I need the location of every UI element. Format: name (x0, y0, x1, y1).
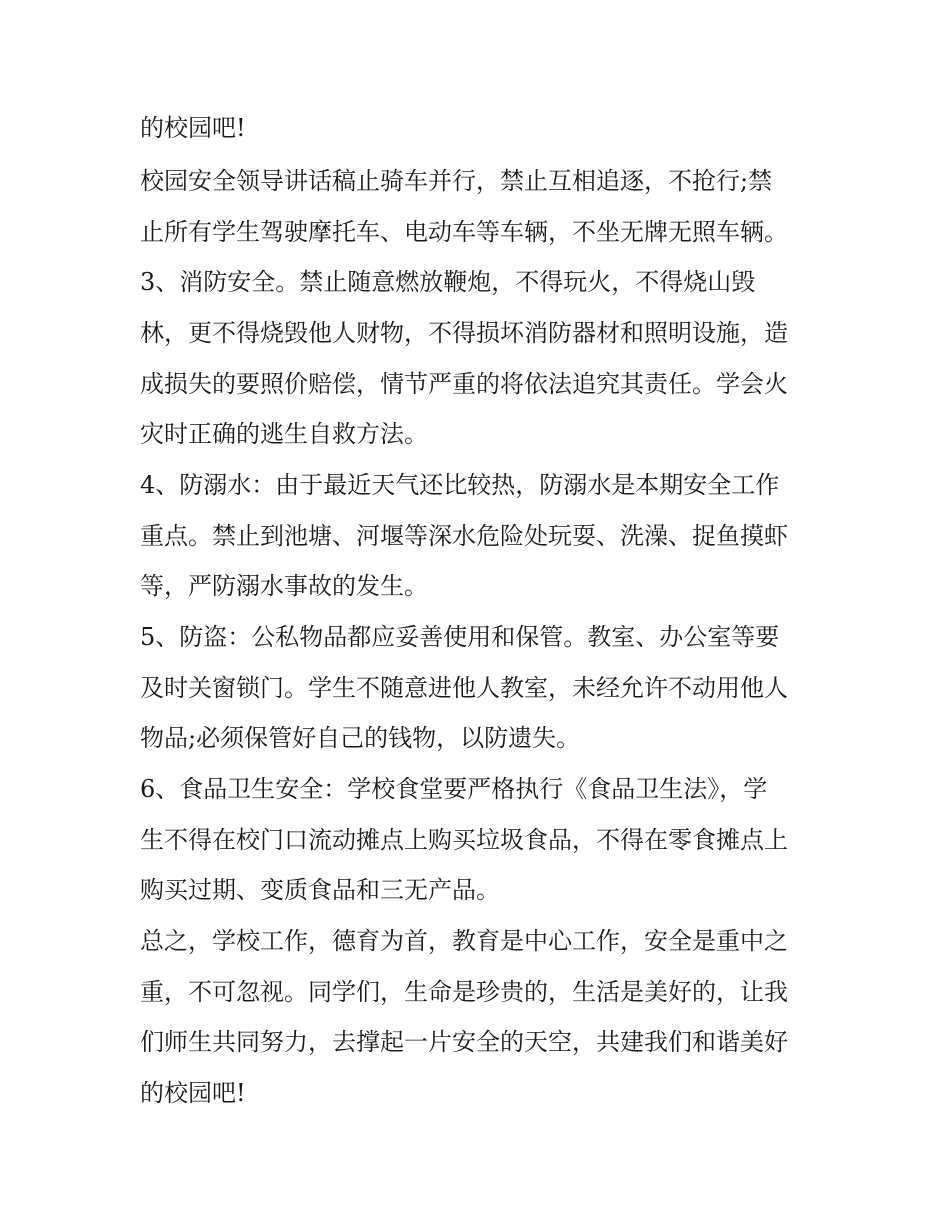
text-line: 重，不可忽视。同学们，生命是珍贵的，生活是美好的，让我 (140, 978, 788, 1006)
text-line: 成损失的要照价赔偿，情节严重的将依法追究其责任。学会火 (140, 370, 788, 398)
text-line: 林，更不得烧毁他人财物，不得损坏消防器材和照明设施，造 (140, 319, 788, 347)
text-line: 校园安全领导讲话稿止骑车并行，禁止互相追逐，不抢行;禁 (140, 167, 773, 195)
text-line: 重点。禁止到池塘、河堰等深水危险处玩耍、洗澡、捉鱼摸虾 (140, 522, 788, 550)
text-line: 6、食品卫生安全：学校食堂要严格执行《食品卫生法》，学 (140, 775, 768, 803)
text-line: 的校园吧! (140, 1079, 246, 1107)
text-line: 总之，学校工作，德育为首，教育是中心工作，安全是重中之 (140, 927, 788, 955)
text-line: 4、防溺水：由于最近天气还比较热，防溺水是本期安全工作 (140, 471, 780, 499)
text-line: 物品;必须保管好自己的钱物，以防遗失。 (140, 724, 581, 752)
text-line: 灾时正确的逃生自救方法。 (140, 420, 428, 448)
text-line: 们师生共同努力，去撑起一片安全的天空，共建我们和谐美好 (140, 1028, 788, 1056)
text-line: 的校园吧! (140, 114, 246, 142)
text-line: 等，严防溺水事故的发生。 (140, 572, 428, 600)
text-line: 及时关窗锁门。学生不随意进他人教室，未经允许不动用他人 (140, 674, 788, 702)
text-line: 3、消防安全。禁止随意燃放鞭炮，不得玩火，不得烧山毁 (140, 268, 756, 296)
text-line: 止所有学生驾驶摩托车、电动车等车辆，不坐无牌无照车辆。 (140, 218, 788, 246)
text-line: 5、防盗：公私物品都应妥善使用和保管。教室、办公室等要 (140, 623, 780, 651)
text-line: 购买过期、变质食品和三无产品。 (140, 876, 500, 904)
text-line: 生不得在校门口流动摊点上购买垃圾食品，不得在零食摊点上 (140, 826, 788, 854)
